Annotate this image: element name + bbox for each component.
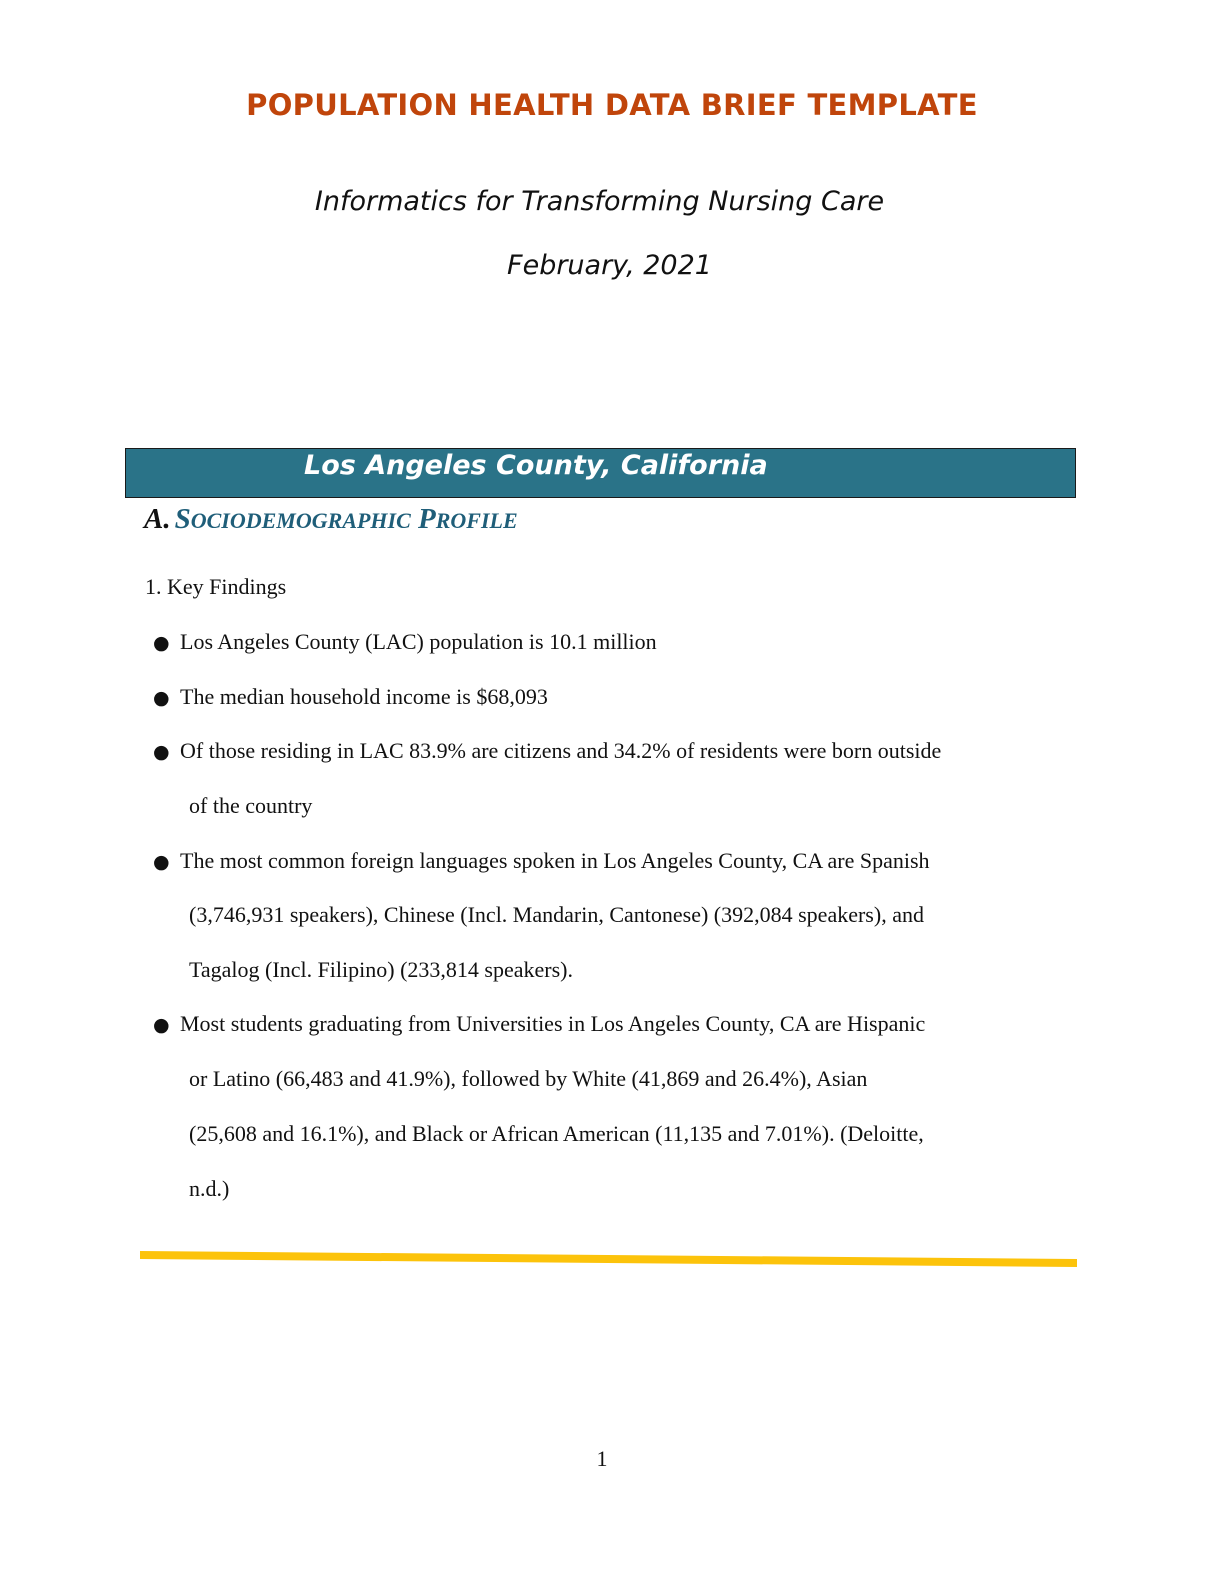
bullet-dot-icon: ● — [153, 851, 170, 873]
bullet-dot-icon: ● — [153, 632, 170, 654]
document-date: February, 2021 — [507, 250, 712, 281]
page-number: 1 — [596, 1446, 608, 1471]
key-findings-label: 1. Key Findings — [145, 574, 287, 599]
finding-line: Los Angeles County (LAC) population is 10.1 million — [180, 629, 657, 654]
document-subtitle: Informatics for Transforming Nursing Care — [314, 186, 885, 217]
section-title-initial-2: P — [418, 503, 436, 535]
bullet-dot-icon: ● — [153, 1014, 170, 1036]
document-title: POPULATION HEALTH DATA BRIEF TEMPLATE — [246, 88, 978, 122]
bullet-dot-icon: ● — [153, 741, 170, 763]
finding-line: (3,746,931 speakers), Chinese (Incl. Mandarin, Cantonese) (392,084 speakers), and — [189, 902, 924, 927]
finding-line: n.d.) — [189, 1176, 230, 1201]
county-banner — [125, 448, 1076, 498]
section-divider-shape — [140, 1251, 1077, 1267]
finding-line: of the country — [189, 793, 313, 818]
section-title — [175, 503, 518, 535]
bullet-dot-icon: ● — [153, 687, 170, 709]
finding-line: Tagalog (Incl. Filipino) (233,814 speakers). — [189, 957, 573, 982]
county-banner-text: Los Angeles County, California — [304, 450, 768, 481]
finding-line: or Latino (66,483 and 41.9%), followed by White (41,869 and 26.4%), Asian — [189, 1066, 868, 1091]
finding-line: Of those residing in LAC 83.9% are citizens and 34.2% of residents were born outside — [180, 738, 942, 763]
finding-line: (25,608 and 16.1%), and Black or African American (11,135 and 7.01%). (Deloitte, — [189, 1121, 924, 1146]
section-title-rest-2: ROFILE — [435, 508, 518, 533]
finding-line: Most students graduating from Universities in Los Angeles County, CA are Hispanic — [180, 1011, 926, 1036]
section-title-initial-1: S — [174, 503, 191, 535]
section-letter: A. — [144, 503, 171, 535]
section-heading — [144, 503, 518, 536]
section-divider-line — [140, 1250, 1077, 1268]
finding-line: The median household income is $68,093 — [180, 684, 548, 709]
section-title-rest-1: OCIODEMOGRAPHIC — [190, 508, 411, 533]
finding-line: The most common foreign languages spoken in Los Angeles County, CA are Spanish — [180, 848, 930, 873]
